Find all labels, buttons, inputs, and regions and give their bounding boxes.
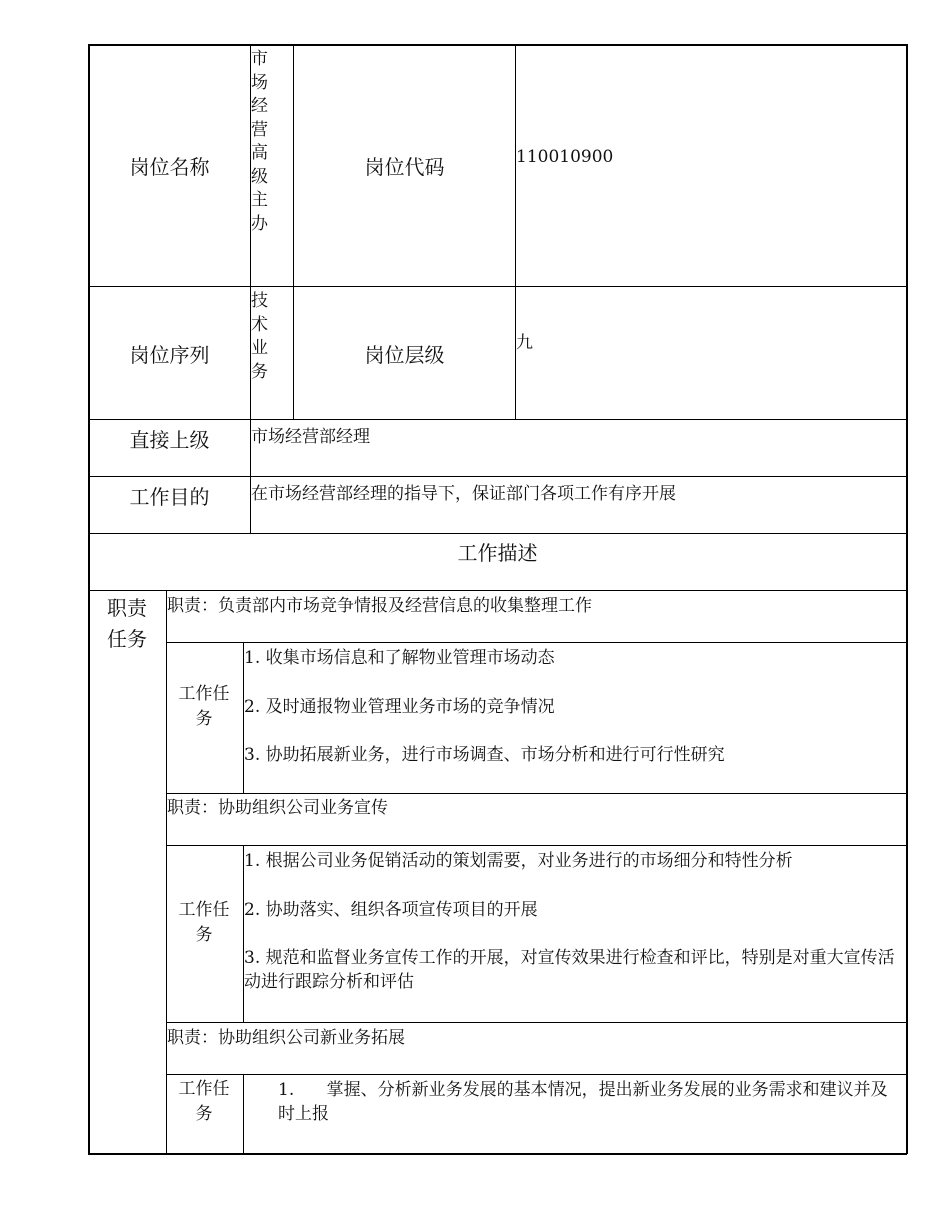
task-list [278, 1078, 890, 1126]
post-level-label [294, 287, 515, 419]
row-divider [166, 1022, 907, 1023]
duties-label-text: 职责任务 [107, 596, 147, 651]
purpose-label-text: 工作目的 [129, 484, 210, 509]
row-divider [166, 793, 907, 794]
post-code-value-text: 110010900 [516, 147, 614, 167]
description-title-text: 工作描述 [457, 541, 538, 565]
duty-row [167, 1026, 906, 1050]
duty-text: 职责：协助组织公司业务宣传 [167, 798, 388, 818]
post-level-value [516, 331, 906, 355]
description-title [89, 538, 906, 568]
task-item: 1. 掌握、分析新业务发展的基本情况，提出新业务发展的业务需求和建议并及时上报 [278, 1080, 888, 1124]
post-name-label-text: 岗位名称 [129, 155, 210, 179]
purpose-label [89, 477, 250, 513]
table-border-right [906, 44, 908, 1154]
supervisor-value [251, 425, 906, 449]
task-label [171, 898, 237, 948]
task-label [171, 1077, 237, 1127]
task-label-text: 工作任务 [178, 900, 230, 945]
task-item: 2. 协助落实、组织各项宣传项目的开展 [244, 900, 538, 920]
post-name-value-text: 市场经营高级主办 [251, 49, 268, 234]
post-series-value-text: 技术业务 [251, 291, 268, 382]
supervisor-label [89, 420, 250, 456]
duty-row [167, 796, 906, 820]
col-divider [515, 44, 516, 419]
row-divider [88, 533, 907, 534]
table-border-bottom [88, 1153, 907, 1155]
post-code-value [516, 145, 906, 169]
task-label-text: 工作任务 [178, 1079, 230, 1124]
post-code-label [294, 45, 515, 286]
row-divider [88, 590, 907, 591]
post-name-label [89, 45, 250, 286]
post-level-label-text: 岗位层级 [364, 342, 445, 367]
col-divider [166, 590, 167, 1154]
task-item: 2. 及时通报物业管理业务市场的竞争情况 [244, 697, 555, 717]
task-list [244, 646, 904, 767]
post-name-value [251, 48, 293, 286]
purpose-value-text: 在市场经营部经理的指导下，保证部门各项工作有序开展 [251, 484, 676, 504]
task-item: 3. 规范和监督业务宣传工作的开展，对宣传效果进行检查和评比，特别是对重大宣传活动进行跟踪分析和评估 [244, 948, 895, 992]
task-item: 3. 协助拓展新业务，进行市场调查、市场分析和进行可行性研究 [244, 745, 725, 765]
duties-label [104, 593, 150, 655]
duty-row [167, 594, 906, 618]
duty-text: 职责：协助组织公司新业务拓展 [167, 1028, 405, 1048]
task-label [171, 682, 237, 732]
duty-text: 职责：负责部内市场竞争情报及经营信息的收集整理工作 [167, 596, 592, 616]
post-series-value [251, 290, 293, 419]
task-list [244, 849, 902, 994]
post-series-label-text: 岗位序列 [129, 342, 210, 367]
purpose-value [251, 482, 906, 506]
task-item: 1. 根据公司业务促销活动的策划需要，对业务进行的市场细分和特性分析 [244, 851, 793, 871]
row-divider [166, 845, 907, 846]
task-item: 1. 收集市场信息和了解物业管理市场动态 [244, 648, 555, 668]
supervisor-value-text: 市场经营部经理 [251, 427, 370, 447]
post-series-label [89, 287, 250, 419]
post-level-value-text: 九 [516, 333, 533, 353]
row-divider [166, 1074, 907, 1075]
supervisor-label-text: 直接上级 [129, 427, 210, 452]
row-divider [166, 642, 907, 643]
col-divider [243, 1074, 244, 1154]
task-label-text: 工作任务 [178, 684, 230, 729]
post-code-label-text: 岗位代码 [364, 155, 445, 179]
